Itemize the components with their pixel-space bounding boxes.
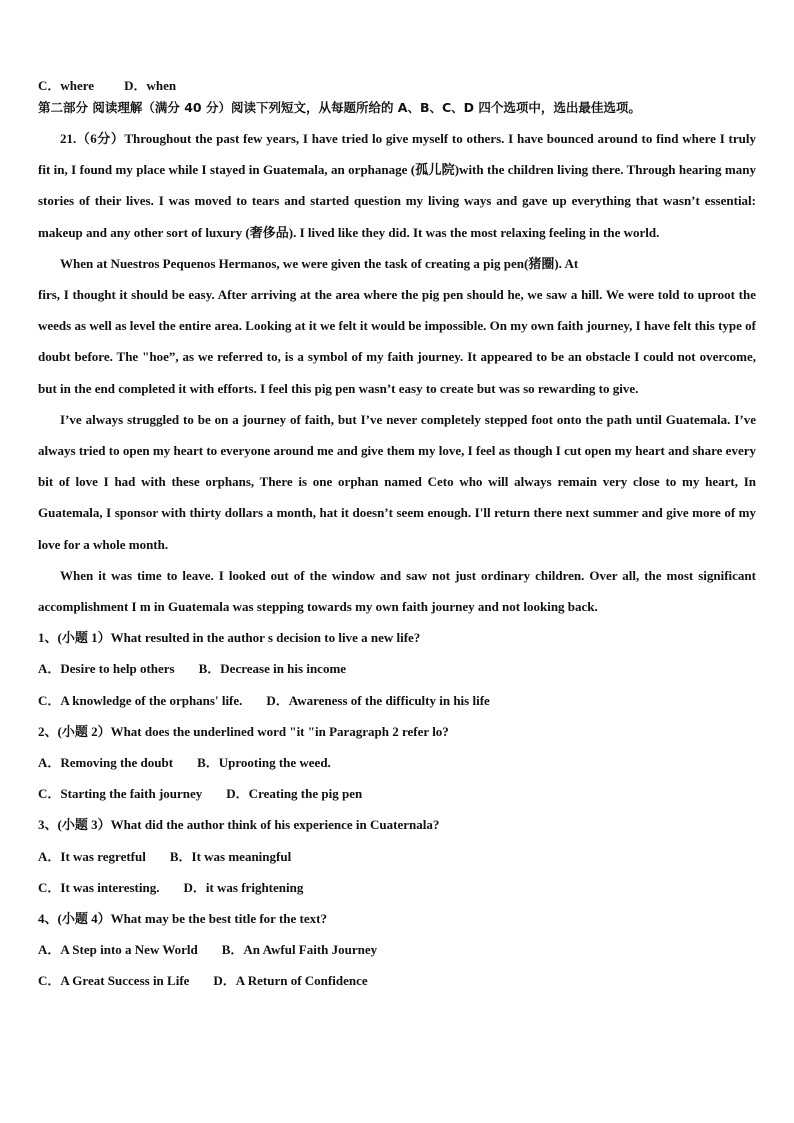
question-1	[38, 622, 756, 716]
option-b: B．It was meaningful	[169, 848, 292, 864]
option-b: B．Uprooting the weed.	[197, 755, 331, 770]
option-row	[38, 841, 756, 872]
option-d: D．it was frightening	[183, 879, 304, 895]
option-row	[38, 747, 756, 778]
option-b: B．Decrease in his income	[198, 661, 347, 677]
reading-passage	[38, 123, 756, 622]
option-a: A．Desire to help others	[38, 661, 175, 677]
option-row	[38, 934, 756, 965]
option-a: A．A Step into a New World	[38, 942, 198, 958]
option-d: D．A Return of Confidence	[213, 973, 368, 989]
section-heading: 第二部分 阅读理解（满分 40 分）阅读下列短文，从每题所给的 A、B、C、D 四个选项中，选出最佳选项。	[38, 100, 641, 115]
exam-page	[38, 76, 756, 997]
option-row	[38, 872, 756, 903]
option-c: C．where	[38, 78, 95, 93]
question-stem: 2、(小题 2）What does the underlined word "it "in Paragraph 2 refer lo?	[38, 723, 449, 739]
option-d: D．when	[124, 78, 177, 93]
option-d: D．Creating the pig pen	[226, 786, 363, 802]
passage-paragraph-4: When it was time to leave. I looked out of the window and saw not just ordinary children. Over all, the most significant accomplishment I m in Guatemala was stepping towards my own faith journey and not looking back.	[38, 567, 756, 615]
option-row	[38, 653, 756, 684]
question-stem: 3、(小题 3）What did the author think of his experience in Cuaternala?	[38, 817, 440, 833]
option-row	[38, 685, 756, 716]
option-row	[38, 965, 756, 996]
option-c: C．Starting the faith journey	[38, 786, 203, 802]
question-stem: 1、(小题 1）What resulted in the author s decision to live a new life?	[38, 630, 421, 646]
previous-question-options	[38, 76, 756, 96]
option-d: D．Awareness of the difficulty in his life	[266, 692, 490, 708]
question-3	[38, 809, 756, 903]
option-a: A．It was regretful	[38, 848, 146, 864]
option-c: C．A Great Success in Life	[38, 973, 190, 989]
passage-paragraph-2-first-line: When at Nuestros Pequenos Hermanos, we were given the task of creating a pig pen(猪圈). At	[60, 255, 579, 271]
option-c: C．It was interesting.	[38, 879, 160, 895]
question-2	[38, 716, 756, 810]
option-b: B．An Awful Faith Journey	[221, 942, 378, 958]
option-a: A．Removing the doubt	[38, 755, 174, 770]
question-stem: 4、(小题 4）What may be the best title for the text?	[38, 910, 327, 926]
passage-paragraph-3: I’ve always struggled to be on a journey of faith, but I’ve never completely stepped foot onto the path until Guatemala. I’ve always tried to open my heart to everyone around me and give them my love, I feel as though I cut open my heart and share every bit of love I had with these orphans, There is one orphan named Ceto who will always remain very close to my heart, In Guatemala, I sponsor with thirty dollars a month, hat it doesn’t seem enough. I'll return there next summer and give more of my love for a whole month.	[38, 411, 756, 552]
passage-paragraph-1: 21.（6分）Throughout the past few years, I have tried lo give myself to others. I have bounced around to find where I truly fit in, I found my place while I stayed in Guatemala, an orphanage (孤儿院)with the children living there. Through hearing many stories of their lives. I was moved to tears and started question my living ways and gave up everything that wasn’t essential: makeup and any other sort of luxury (奢侈品). I lived like they did. It was the most relaxing feeling in the world.	[38, 131, 756, 240]
passage-paragraph-2: firs, I thought it should be easy. After arriving at the area where the pig pen should he, we saw a hill. We were told to uproot the weeds as well as level the entire area. Looking at it we felt it would be impossible. On my own faith journey, I have felt this type of doubt before. The "hoe”, as we referred to, is a symbol of my faith journey. It appeared to be an obstacle I could not overcome, but in the end completed it with efforts. I feel this pig pen wasn’t easy to create but was so rewarding to give.	[38, 287, 756, 396]
option-c: C．A knowledge of the orphans' life.	[38, 692, 243, 708]
option-row	[38, 778, 756, 809]
question-4	[38, 903, 756, 997]
